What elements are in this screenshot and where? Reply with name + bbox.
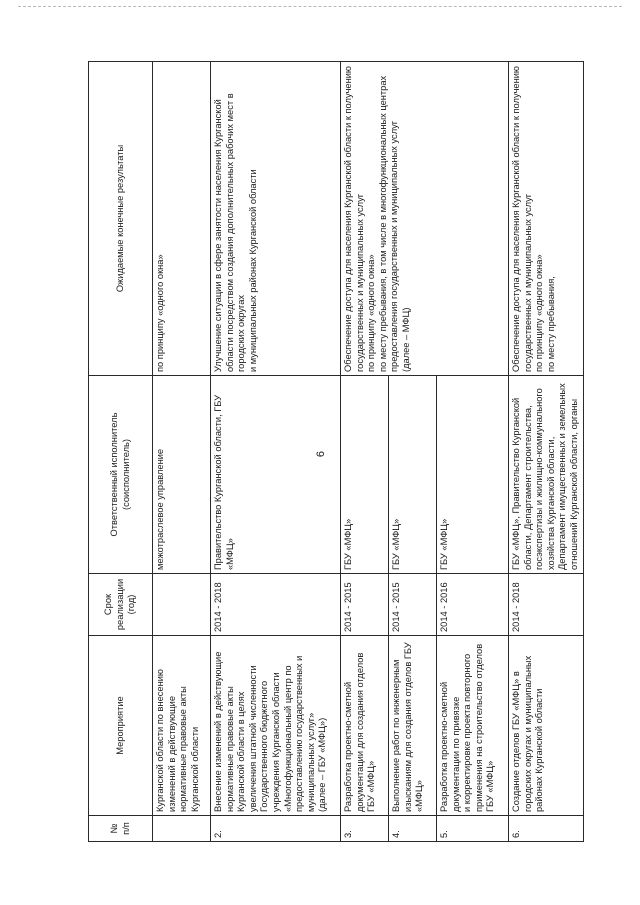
cell-activity: Разработка проектно-сметной документации для создания отделов ГБУ «МФЦ» [341,636,389,816]
cell-term [153,574,211,636]
cell-num: 6. [509,816,584,842]
cell-activity: Создание отделов ГБУ «МФЦ» в городских округах и муниципальных районах Курганской области [509,636,584,816]
cell-results: Обеспечение доступа для населения Курганской области к получению государственных и муниципальных услуг по принципу «одного окна» по месту пребывания, [509,62,584,376]
header-term: Срок реализации (год) [89,574,153,636]
cell-num: 3. [341,816,389,842]
cell-num: 2. [211,816,341,842]
cell-executor: ГБУ «МФЦ» [389,376,437,574]
cell-term: 2014 - 2016 [437,574,509,636]
activities-table [88,61,584,842]
header-results: Ожидаемые конечные результаты [89,62,153,376]
cell-activity: Выполнение работ по инженерным изысканиям для создания отделов ГБУ «МФЦ» [389,636,437,816]
header-activity: Мероприятие [89,636,153,816]
scan-top-edge [18,6,622,7]
cell-term: 2014 - 2018 [509,574,584,636]
cell-results: по принципу «одного окна» [153,62,211,376]
cell-activity: Внесение изменений в действующие нормативные правовые акты Курганской области в целях увеличения штатной численности Государственного бюджетного учреждения Курганской области «Многофункциональный центр по предоставлению государственных и муниципальных услуг» (далее – ГБУ «МФЦ») [211,636,341,816]
table-row [153,62,211,842]
page-number: 6 [315,450,328,458]
cell-activity: Разработка проектно-сметной документации по привязке и корректировке проекта повторного применения на строительство отделов ГБУ «МФЦ» [437,636,509,816]
cell-num: 5. [437,816,509,842]
cell-term: 2014 - 2015 [341,574,389,636]
cell-num: 4. [389,816,437,842]
cell-term: 2014 - 2018 [211,574,341,636]
header-num: № п/п [89,816,153,842]
header-executor: Ответственный исполнитель (соисполнитель) [89,376,153,574]
cell-executor: ГБУ «МФЦ», Правительство Курганской области, Департамент строительства, госэкспертизы и жилищно-коммунального хозяйства Курганской области, Департамент имущественных и земельных отношений Курганской области, органы [509,376,584,574]
cell-term: 2014 - 2015 [389,574,437,636]
cell-executor: межотраслевое управление [153,376,211,574]
table-row [341,62,389,842]
cell-results: Обеспечение доступа для населения Курганской области к получению государственных и муниципальных услуг по принципу «одного окна» по месту пребывания, в том числе в многофункциональных центрах предоставления государственных и муниципальных услуг (далее – МФЦ) [341,62,509,376]
rotated-table-wrapper [88,62,628,842]
cell-num [153,816,211,842]
cell-results: Улучшение ситуации в сфере занятости населения Курганской области посредством создания дополнительных рабочих мест в городских округах и муниципальных районах Курганской области [211,62,341,376]
table-row [211,62,341,842]
cell-executor: ГБУ «МФЦ» [341,376,389,574]
cell-executor: ГБУ «МФЦ» [437,376,509,574]
cell-activity: Курганской области по внесению изменений в действующие нормативные правовые акты Курганской области [153,636,211,816]
table-header-row [89,62,153,842]
cell-executor: Правительство Курганской области, ГБУ «МФЦ» [211,376,341,574]
table-row [509,62,584,842]
